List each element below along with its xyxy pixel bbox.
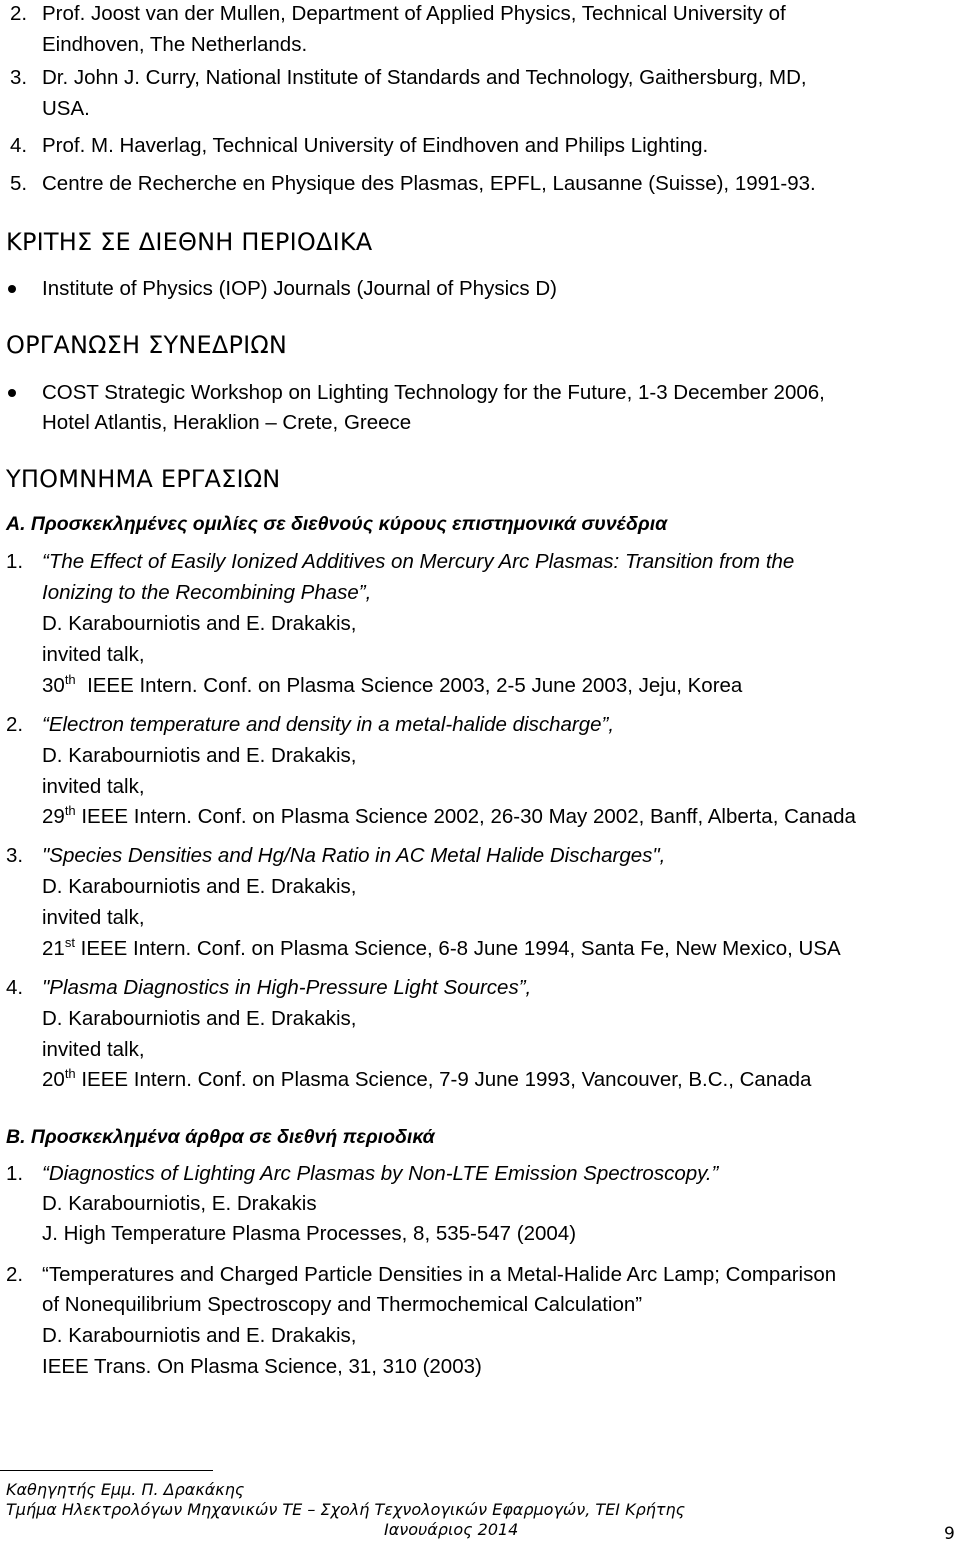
talk-title-cont: Ionizing to the Recombining Phase”, (42, 581, 372, 604)
talk-title: "Plasma Diagnostics in High-Pressure Light Sources”, (42, 976, 532, 999)
talk-conference (42, 674, 742, 698)
ordinal-suffix: th (64, 1066, 76, 1081)
bullet-icon (8, 389, 16, 397)
conference-item-line1: COST Strategic Workshop on Lighting Technology for the Future, 1-3 December 2006, (42, 381, 825, 404)
footer-divider (0, 1470, 213, 1471)
conference-text: IEEE Intern. Conf. on Plasma Science 2002, 26-30 May 2002, Banff, Alberta, Canada (81, 805, 856, 828)
ordinal-suffix: th (64, 803, 76, 818)
section-heading-conferences: ΟΡΓΑΝΩΣΗ ΣΥΝΕΔΡΙΩΝ (6, 331, 288, 359)
list-number: 3. (6, 844, 24, 867)
section-heading-reviewer: ΚΡΙΤΗΣ ΣΕ ΔΙΕΘΝΗ ΠΕΡΙΟΔΙΚΑ (6, 228, 373, 256)
talk-authors: D. Karabourniotis and E. Drakakis, (42, 1007, 357, 1030)
talk-title: “The Effect of Easily Ionized Additives on Mercury Arc Plasmas: Transition from the (42, 550, 795, 573)
affiliation-number: 5. (10, 172, 28, 195)
ordinal: 20 (42, 1068, 65, 1091)
ordinal-suffix: st (64, 935, 75, 950)
talk-conference (42, 805, 856, 829)
affiliation-text: Prof. M. Haverlag, Technical University of Eindhoven and Philips Lighting. (42, 134, 709, 157)
section-heading-works: ΥΠΟΜΝΗΜΑ ΕΡΓΑΣΙΩΝ (6, 465, 281, 493)
ordinal: 29 (42, 805, 65, 828)
talk-type: invited talk, (42, 1038, 145, 1061)
affiliation-text: Centre de Recherche en Physique des Plasmas, EPFL, Lausanne (Suisse), 1991-93. (42, 172, 816, 195)
footer-author: Καθηγητής Εμμ. Π. Δρακάκης (6, 1480, 245, 1499)
ordinal: 30 (42, 674, 65, 697)
affiliation-text-cont: Eindhoven, The Netherlands. (42, 33, 308, 56)
article-authors: D. Karabourniotis, E. Drakakis (42, 1192, 317, 1215)
article-journal: IEEE Trans. On Plasma Science, 31, 310 (2003) (42, 1355, 482, 1378)
affiliation-number: 2. (10, 2, 28, 25)
conference-text: IEEE Intern. Conf. on Plasma Science, 6-8 June 1994, Santa Fe, New Mexico, USA (80, 937, 841, 960)
conference-item-line2: Hotel Atlantis, Heraklion – Crete, Greece (42, 411, 412, 434)
list-number: 2. (6, 1263, 24, 1286)
affiliation-text: Prof. Joost van der Mullen, Department of Applied Physics, Technical University of (42, 2, 786, 25)
affiliation-number: 4. (10, 134, 28, 157)
article-title: “Temperatures and Charged Particle Densities in a Metal-Halide Arc Lamp; Comparison (42, 1263, 837, 1286)
ordinal: 21 (42, 937, 65, 960)
talk-conference (42, 937, 841, 961)
reviewer-item: Institute of Physics (IOP) Journals (Journal of Physics D) (42, 277, 557, 300)
talk-authors: D. Karabourniotis and E. Drakakis, (42, 744, 357, 767)
affiliation-number: 3. (10, 66, 28, 89)
article-authors: D. Karabourniotis and E. Drakakis, (42, 1324, 357, 1347)
affiliation-text: Dr. John J. Curry, National Institute of Standards and Technology, Gaithersburg, MD, (42, 66, 807, 89)
list-number: 4. (6, 976, 24, 999)
affiliation-text-cont: USA. (42, 97, 90, 120)
conference-text: IEEE Intern. Conf. on Plasma Science, 7-9 June 1993, Vancouver, B.C., Canada (81, 1068, 812, 1091)
talk-title: "Species Densities and Hg/Na Ratio in AC Metal Halide Discharges", (42, 844, 666, 867)
talk-type: invited talk, (42, 906, 145, 929)
talk-authors: D. Karabourniotis and E. Drakakis, (42, 612, 357, 635)
article-title: “Diagnostics of Lighting Arc Plasmas by Non-LTE Emission Spectroscopy.” (42, 1162, 719, 1185)
talk-conference (42, 1068, 811, 1092)
list-number: 2. (6, 713, 24, 736)
conference-text: IEEE Intern. Conf. on Plasma Science 2003, 2-5 June 2003, Jeju, Korea (87, 674, 743, 697)
footer-date: Ιανουάριος 2014 (384, 1520, 519, 1539)
talk-type: invited talk, (42, 775, 145, 798)
footer-department: Τμήμα Ηλεκτρολόγων Μηχανικών ΤΕ – Σχολή Τεχνολογικών Εφαρμογών, ΤΕΙ Κρήτης (6, 1500, 686, 1519)
article-journal: J. High Temperature Plasma Processes, 8, 535-547 (2004) (42, 1222, 577, 1245)
subsection-title-invited-talks: Α. Προσκεκλημένες ομιλίες σε διεθνούς κύρους επιστημονικά συνέδρια (6, 513, 668, 535)
list-number: 1. (6, 1162, 24, 1185)
bullet-icon (8, 285, 16, 293)
ordinal-suffix: th (64, 672, 76, 687)
article-title-cont: of Nonequilibrium Spectroscopy and Thermochemical Calculation” (42, 1293, 643, 1316)
talk-title: “Electron temperature and density in a metal-halide discharge”, (42, 713, 615, 736)
page-number: 9 (944, 1524, 955, 1544)
subsection-title-invited-articles: Β. Προσκεκλημένα άρθρα σε διεθνή περιοδικά (6, 1126, 435, 1148)
talk-authors: D. Karabourniotis and E. Drakakis, (42, 875, 357, 898)
talk-type: invited talk, (42, 643, 145, 666)
list-number: 1. (6, 550, 24, 573)
